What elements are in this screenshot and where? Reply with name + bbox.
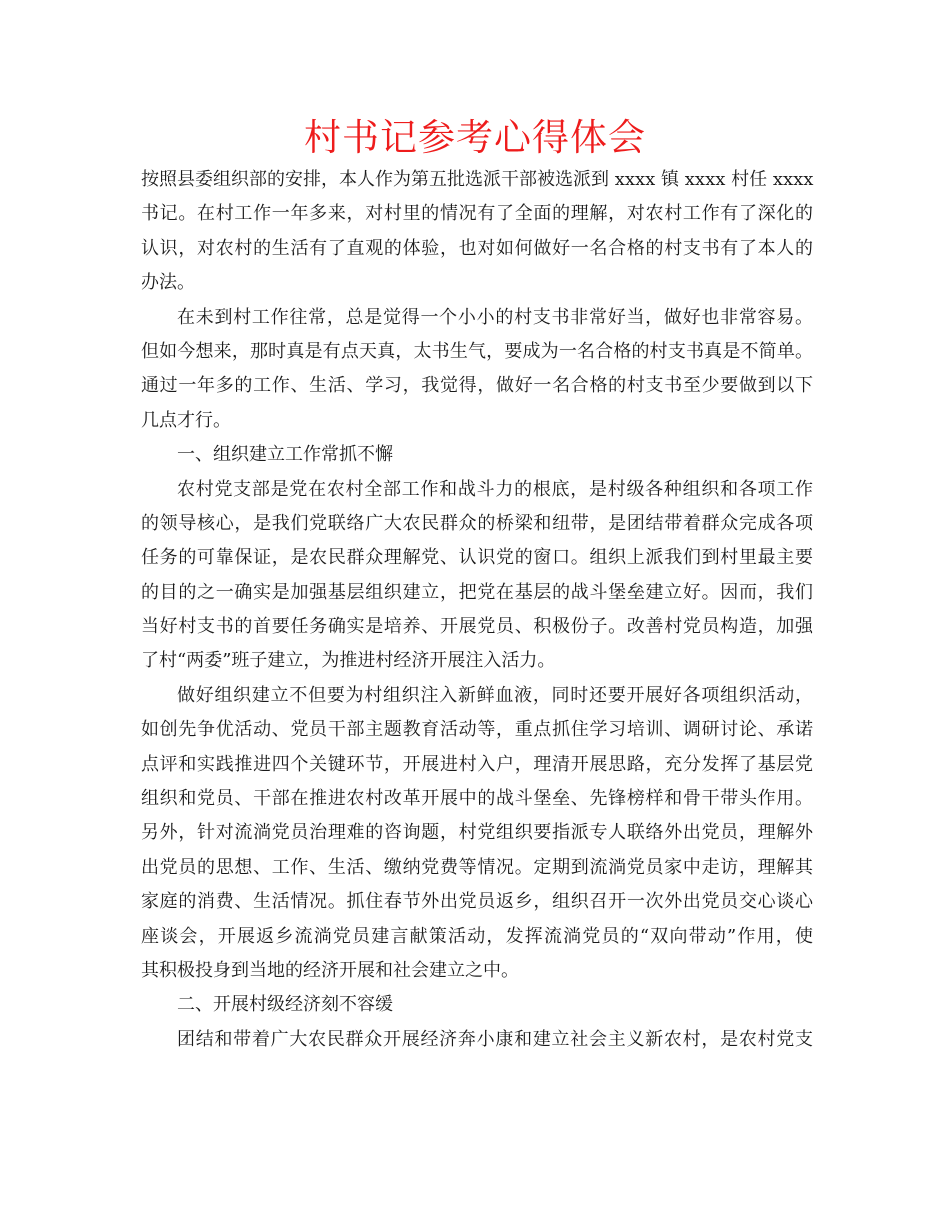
text-line: 的领导核心，是我们党联络广大农民群众的桥梁和纽带，是团结带着群众完成各项 (141, 512, 813, 534)
text-line: 出党员的思想、工作、生活、缴纳党费等情况。定期到流淌党员家中走访，理解其 (141, 856, 813, 878)
text-line: 家庭的消费、生活情况。抓住春节外出党员返乡，组织召开一次外出党员交心谈心 (141, 891, 813, 913)
text-line: 当好村支书的首要任务确实是培养、开展党员、积极份子。改善村党员构造，加强 (141, 616, 813, 638)
text-line: 但如今想来，那时真是有点天真，太书生气，要成为一名合格的村支书真是不简单。 (141, 340, 813, 362)
text-line: 的目的之一确实是加强基层组织建立，把党在基层的战斗堡垒建立好。因而，我们 (141, 581, 813, 603)
text-line: 组织和党员、干部在推进农村改革开展中的战斗堡垒、先锋榜样和骨干带头作用。 (141, 788, 813, 810)
text-line: 二、开展村级经济刻不容缓 (177, 994, 393, 1016)
text-line: 其积极投身到当地的经济开展和社会建立之中。 (141, 959, 519, 981)
text-line: 认识，对农村的生活有了直观的体验，也对如何做好一名合格的村支书有了本人的 (141, 237, 813, 259)
document-body (141, 163, 813, 1057)
text-line: 农村党支部是党在农村全部工作和战斗力的根底，是村级各种组织和各项工作 (177, 478, 813, 500)
text-line: 座谈会，开展返乡流淌党员建言献策活动，发挥流淌党员的“双向带动”作用，使 (141, 925, 813, 947)
text-line: 如创先争优活动、党员干部主题教育活动等，重点抓住学习培训、调研讨论、承诺 (141, 719, 813, 741)
text-line: 按照县委组织部的安排，本人作为第五批选派干部被选派到 xxxx 镇 xxxx 村任 xxxx (141, 169, 814, 190)
text-line: 书记。在村工作一年多来，对村里的情况有了全面的理解，对农村工作有了深化的 (141, 203, 813, 225)
text-line: 另外，针对流淌党员治理难的咨询题，村党组织要指派专人联络外出党员，理解外 (141, 822, 813, 844)
text-line: 一、组织建立工作常抓不懈 (177, 444, 393, 466)
text-line: 办法。 (141, 272, 195, 294)
text-line: 几点才行。 (141, 409, 231, 431)
text-line: 了村“两委”班子建立，为推进村经济开展注入活力。 (141, 650, 556, 672)
text-line: 点评和实践推进四个关键环节，开展进村入户，理清开展思路，充分发挥了基层党 (141, 753, 813, 775)
text-line: 通过一年多的工作、生活、学习，我觉得，做好一名合格的村支书至少要做到以下 (141, 375, 813, 397)
text-line: 任务的可靠保证，是农民群众理解党、认识党的窗口。组织上派我们到村里最主要 (141, 547, 813, 569)
text-line: 在未到村工作往常，总是觉得一个小小的村支书非常好当，做好也非常容易。 (177, 306, 813, 328)
text-line: 做好组织建立不但要为村组织注入新鲜血液，同时还要开展好各项组织活动， (177, 684, 813, 706)
text-line: 团结和带着广大农民群众开展经济奔小康和建立社会主义新农村，是农村党支 (177, 1028, 813, 1050)
document-title: 村书记参考心得体会 (304, 116, 646, 159)
